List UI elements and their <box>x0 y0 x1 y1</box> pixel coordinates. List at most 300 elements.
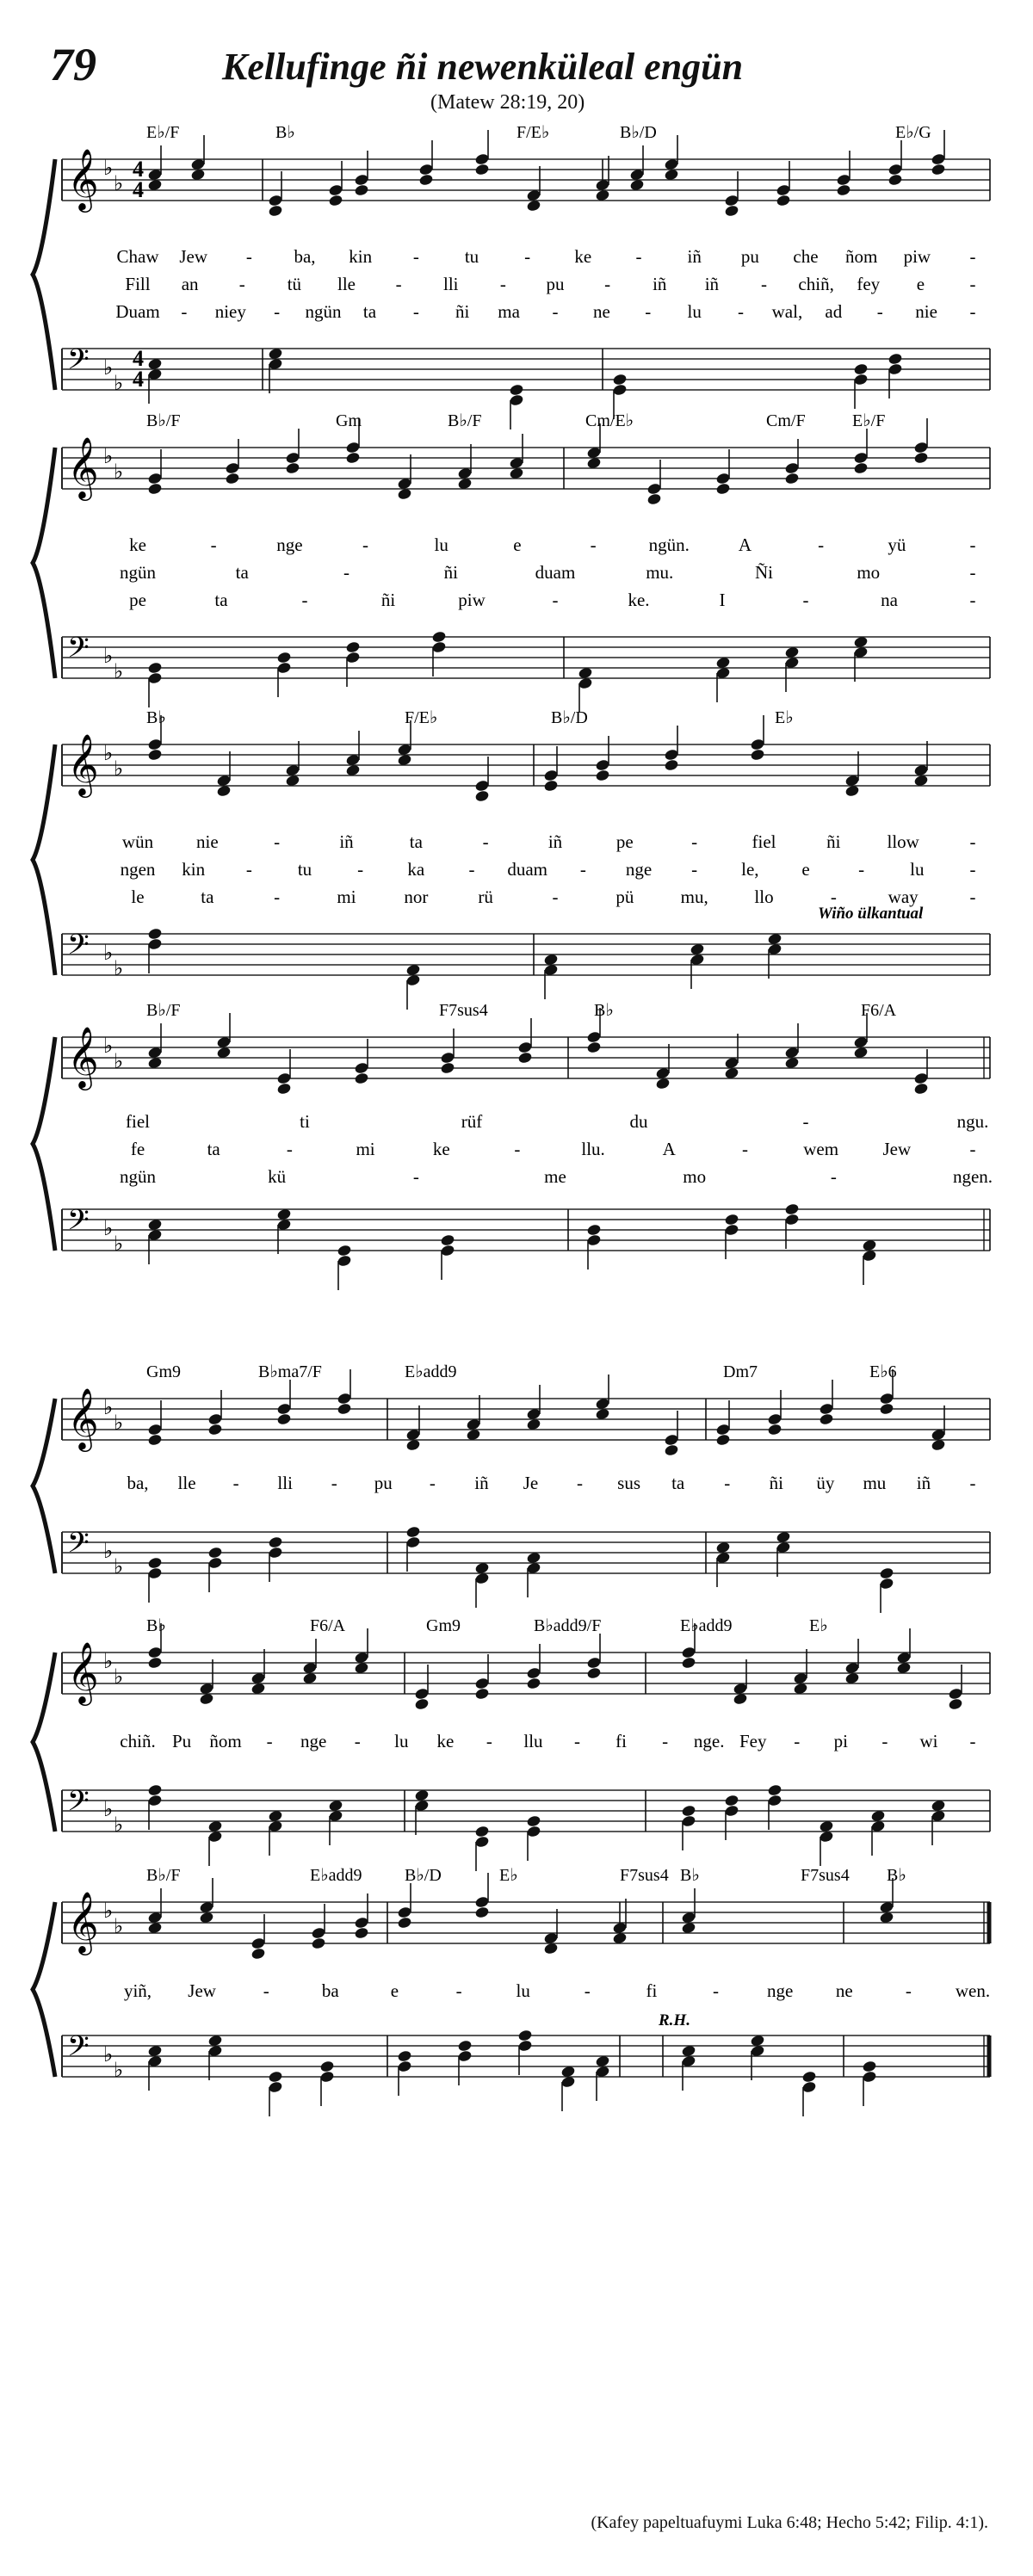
lyric-syllable: - <box>286 1139 293 1159</box>
lyric-syllable: yü <box>888 534 906 555</box>
note-head <box>913 451 929 464</box>
lyric-syllable: nie <box>196 831 219 852</box>
note-head <box>948 1697 963 1710</box>
lyric-syllable: chiñ. <box>120 1731 156 1751</box>
note-head <box>405 1525 421 1538</box>
note-head <box>440 1061 455 1074</box>
note-head <box>664 1443 679 1456</box>
note-head <box>724 1213 739 1226</box>
note-head <box>474 1825 490 1838</box>
chord-symbol: E♭add9 <box>680 1616 733 1635</box>
lyric-syllable: ba, <box>127 1473 149 1493</box>
brace-icon <box>33 1037 55 1251</box>
lyric-syllable: ta <box>201 886 214 907</box>
lyric-syllable: - <box>662 1731 669 1751</box>
lyric-syllable: ta <box>235 562 249 583</box>
lyric-syllable: - <box>412 246 419 267</box>
flat-icon: ♭ <box>114 1916 124 1938</box>
chord-symbol: F7sus4 <box>620 1866 669 1885</box>
flat-icon: ♭ <box>103 446 114 468</box>
scripture-reference: (Matew 28:19, 20) <box>430 91 585 114</box>
note-head <box>543 779 559 792</box>
flat-icon: ♭ <box>103 1900 114 1923</box>
lyric-syllable: ne <box>835 1980 853 2001</box>
lyric-syllable: ngu. <box>956 1111 989 1132</box>
lyric-syllable: lu <box>910 859 925 880</box>
note-head <box>397 1916 412 1929</box>
lyric-syllable: I <box>719 590 726 610</box>
chord-symbol: Gm9 <box>426 1616 461 1635</box>
lyric-syllable: - <box>969 301 976 322</box>
note-head <box>207 1546 223 1559</box>
lyric-syllable: nge <box>625 859 653 880</box>
note-head <box>276 1412 292 1425</box>
flat-icon: ♭ <box>114 1412 124 1435</box>
lyric-syllable: - <box>969 859 976 880</box>
note-head <box>251 1947 266 1960</box>
chord-symbol: B♭ <box>594 1001 614 1020</box>
note-head <box>414 1697 430 1710</box>
right-hand-marking: R.H. <box>659 2011 690 2029</box>
lyric-syllable: sus <box>617 1473 641 1493</box>
lyric-syllable: - <box>362 534 369 555</box>
lyric-syllable: ke. <box>628 590 650 610</box>
lyric-syllable: - <box>245 859 252 880</box>
note-head <box>276 1082 292 1095</box>
chord-symbol: B♭ma7/F <box>258 1362 322 1381</box>
lyric-syllable: ngen <box>120 859 156 880</box>
note-head <box>509 383 524 396</box>
flat-icon: ♭ <box>103 2044 114 2066</box>
lyric-syllable: pe <box>129 590 146 610</box>
lyric-syllable: le, <box>741 859 759 880</box>
chord-symbol: B♭/D <box>551 708 588 727</box>
chord-symbol: F6/A <box>310 1616 346 1635</box>
chord-symbol: B♭ <box>680 1866 700 1885</box>
lyric-syllable: fiel <box>752 831 776 852</box>
note-head <box>268 204 283 217</box>
lyric-syllable: - <box>455 1980 462 2001</box>
lyric-syllable: chiñ, <box>798 274 834 294</box>
lyric-syllable: - <box>969 274 976 294</box>
lyric-syllable: mu. <box>646 562 674 583</box>
lyric-syllable: e <box>801 859 810 880</box>
chord-symbol: E♭add9 <box>405 1362 457 1381</box>
note-head <box>418 173 434 186</box>
lyric-syllable: ta <box>362 301 377 322</box>
note-head <box>457 2039 473 2052</box>
flat-icon: ♭ <box>114 958 124 980</box>
treble-clef-icon: 𝄞 <box>67 439 99 497</box>
flat-icon: ♭ <box>103 743 114 765</box>
note-head <box>681 1656 696 1669</box>
chord-symbol: F7sus4 <box>801 1866 850 1885</box>
chord-symbol: F7sus4 <box>439 1001 488 1020</box>
note-head <box>337 1244 352 1257</box>
lyric-syllable: way <box>888 886 919 907</box>
lyric-syllable: lle <box>177 1473 196 1493</box>
chord-symbol: B♭/D <box>405 1866 442 1885</box>
note-head <box>276 651 292 664</box>
lyric-syllable: ta <box>214 590 228 610</box>
flat-icon: ♭ <box>114 1556 124 1578</box>
lyric-syllable: - <box>429 1473 436 1493</box>
note-head <box>354 183 369 196</box>
note-head <box>319 2060 335 2073</box>
flat-icon: ♭ <box>103 1541 114 1563</box>
lyric-syllable: ke <box>436 1731 455 1751</box>
hymn-number: 79 <box>50 39 96 90</box>
treble-clef-icon: 𝄞 <box>67 1893 99 1952</box>
lyric-syllable: - <box>245 246 252 267</box>
note-head <box>517 1051 533 1064</box>
lyric-syllable: pu <box>546 274 565 294</box>
chord-symbol: F6/A <box>861 1001 897 1020</box>
lyric-syllable: yiñ, <box>123 1980 152 2001</box>
section-direction: Wiño ülkantual <box>818 905 924 923</box>
chord-symbol: Gm <box>336 411 362 430</box>
lyric-syllable: ñi <box>826 831 841 852</box>
music-system <box>33 708 990 1010</box>
lyric-syllable: - <box>274 886 281 907</box>
note-head <box>147 1656 163 1669</box>
lyric-syllable: Fill <box>125 274 151 294</box>
note-head <box>767 1783 782 1796</box>
chord-symbol: B♭ <box>887 1866 906 1885</box>
lyric-syllable: ke <box>129 534 146 555</box>
note-head <box>913 1082 929 1095</box>
flat-icon: ♭ <box>103 158 114 180</box>
lyric-syllable: A <box>738 534 752 555</box>
lyric-syllable: ke <box>574 246 592 267</box>
note-head <box>888 173 903 186</box>
lyric-syllable: - <box>969 886 976 907</box>
lyric-syllable: wün <box>121 831 154 852</box>
lyric-syllable: Jew <box>179 246 208 267</box>
lyric-syllable: mi <box>337 886 356 907</box>
lyric-syllable: kin <box>182 859 206 880</box>
note-head <box>311 1937 326 1949</box>
lyric-syllable: - <box>969 534 976 555</box>
note-head <box>586 1223 602 1236</box>
lyric-syllable: - <box>905 1980 912 2001</box>
lyric-syllable: - <box>802 590 809 610</box>
lyric-syllable: - <box>552 590 559 610</box>
flat-icon: ♭ <box>114 2060 124 2082</box>
note-head <box>586 1666 602 1679</box>
note-head <box>147 927 163 940</box>
lyric-syllable: fe <box>130 1139 145 1159</box>
lyric-syllable: - <box>584 1980 591 2001</box>
lyric-syllable: piw <box>903 246 931 267</box>
bass-clef-icon: 𝄢 <box>67 632 90 670</box>
chord-symbol: E♭/G <box>895 123 931 142</box>
note-head <box>147 1556 163 1569</box>
flat-icon: ♭ <box>103 1397 114 1419</box>
note-head <box>595 769 610 781</box>
lyric-syllable: e <box>916 274 925 294</box>
lyric-syllable: iñ <box>704 274 720 294</box>
note-head <box>715 1433 731 1446</box>
lyric-syllable: - <box>395 274 402 294</box>
chord-symbol: E♭/F <box>146 123 180 142</box>
lyric-syllable: - <box>412 301 419 322</box>
bass-clef-icon: 𝄢 <box>67 343 90 382</box>
note-head <box>147 482 163 495</box>
lyric-syllable: ngün <box>120 562 156 583</box>
lyric-syllable: - <box>301 590 308 610</box>
note-head <box>767 1423 782 1436</box>
lyric-syllable: llow <box>887 831 919 852</box>
time-signature: 4 <box>133 157 144 182</box>
lyric-syllable: - <box>482 831 489 852</box>
lyric-syllable: ñi <box>769 1473 783 1493</box>
lyric-syllable: nge. <box>693 1731 725 1751</box>
lyric-syllable: üy <box>816 1473 835 1493</box>
note-head <box>715 482 731 495</box>
lyric-syllable: ba, <box>294 246 316 267</box>
lyric-syllable: - <box>468 859 475 880</box>
lyric-syllable: Chaw <box>116 246 159 267</box>
lyric-syllable: lu <box>516 1980 530 2001</box>
lyric-syllable: wem <box>803 1139 839 1159</box>
lyric-syllable: - <box>969 831 976 852</box>
lyric-syllable: ngün <box>120 1166 156 1187</box>
lyric-syllable: mu <box>863 1473 887 1493</box>
lyric-syllable: nie <box>915 301 937 322</box>
flat-icon: ♭ <box>103 357 114 380</box>
brace-icon <box>33 1652 55 1832</box>
brace-icon <box>33 1902 55 2077</box>
lyric-syllable: ad <box>825 301 843 322</box>
note-head <box>474 163 490 176</box>
lyric-syllable: tu <box>464 246 479 267</box>
footnote: (Kafey papeltuafuymi Luka 6:48; Hecho 5:42; Filip. 4:1). <box>591 2513 988 2532</box>
lyric-syllable: - <box>969 1473 976 1493</box>
lyric-syllable: lli <box>442 274 459 294</box>
lyric-syllable: an <box>181 274 199 294</box>
chord-symbol: B♭/D <box>620 123 657 142</box>
bass-clef-icon: 𝄢 <box>67 1204 90 1243</box>
chord-symbol: B♭ <box>146 708 166 727</box>
lyric-syllable: - <box>210 534 217 555</box>
lyric-syllable: fi <box>615 1731 627 1751</box>
lyric-syllable: ñom <box>844 246 878 267</box>
lyric-syllable: pu <box>374 1473 393 1493</box>
lyric-syllable: - <box>232 1473 239 1493</box>
lyric-syllable: - <box>574 1731 581 1751</box>
lyric-syllable: lu <box>434 534 448 555</box>
lyric-syllable: pe <box>615 831 634 852</box>
lyric-syllable: kü <box>268 1166 287 1187</box>
lyric-syllable: Pu <box>171 1731 192 1751</box>
treble-clef-icon: 𝄞 <box>67 736 99 794</box>
music-system <box>33 1001 993 1290</box>
music-system <box>33 123 990 429</box>
lyric-syllable: e <box>390 1980 399 2001</box>
bass-clef-icon: 𝄢 <box>67 1527 90 1566</box>
time-signature: 4 <box>133 367 144 392</box>
note-head <box>474 1906 490 1918</box>
note-head <box>646 492 662 505</box>
lyric-syllable: piw <box>458 590 486 610</box>
lyric-syllable: mo <box>857 562 881 583</box>
lyric-syllable: na <box>881 590 898 610</box>
lyric-syllable: - <box>552 301 559 322</box>
lyric-syllable: - <box>635 246 642 267</box>
lyric-syllable: lle <box>337 274 356 294</box>
lyric-syllable: - <box>552 886 559 907</box>
lyric-syllable: fi <box>646 1980 658 2001</box>
chord-symbol: E♭add9 <box>310 1866 362 1885</box>
lyric-syllable: - <box>274 301 281 322</box>
bass-clef-icon: 𝄢 <box>67 929 90 967</box>
lyric-syllable: nge <box>766 1980 794 2001</box>
lyric-syllable: iñ <box>339 831 354 852</box>
lyric-syllable: fiel <box>126 1111 150 1132</box>
note-head <box>801 2070 817 2083</box>
lyric-syllable: - <box>691 859 698 880</box>
chord-symbol: E♭ <box>499 1866 518 1885</box>
chord-symbol: E♭6 <box>869 1362 897 1381</box>
chord-symbol: E♭/F <box>852 411 886 430</box>
chord-symbol: B♭/F <box>146 1866 181 1885</box>
lyric-syllable: che <box>793 246 819 267</box>
flat-icon: ♭ <box>103 646 114 668</box>
lyric-syllable: - <box>830 886 837 907</box>
chord-symbol: E♭ <box>809 1616 828 1635</box>
lyric-syllable: - <box>969 246 976 267</box>
note-head <box>147 661 163 674</box>
note-head <box>337 1402 352 1415</box>
flat-icon: ♭ <box>114 173 124 195</box>
lyric-syllable: mo <box>683 1166 707 1187</box>
flat-icon: ♭ <box>114 1051 124 1073</box>
lyric-syllable: ma <box>498 301 520 322</box>
brace-icon <box>33 1399 55 1573</box>
note-head <box>879 1566 894 1579</box>
lyric-syllable: - <box>713 1980 720 2001</box>
lyric-syllable: - <box>830 1166 837 1187</box>
lyric-syllable: - <box>524 246 531 267</box>
treble-clef-icon: 𝄞 <box>67 151 99 209</box>
flat-icon: ♭ <box>114 461 124 484</box>
note-head <box>853 362 869 375</box>
lyric-syllable: - <box>604 274 611 294</box>
chord-symbol: B♭ <box>146 1616 166 1635</box>
lyric-syllable: - <box>794 1731 801 1751</box>
lyric-syllable: ñi <box>455 301 470 322</box>
note-head <box>819 1412 834 1425</box>
lyric-syllable: ngün <box>305 301 342 322</box>
chord-symbol: Cm/E♭ <box>585 411 634 430</box>
lyric-syllable: - <box>579 859 586 880</box>
note-head <box>440 1233 455 1246</box>
lyric-syllable: - <box>761 274 767 294</box>
note-head <box>225 472 240 485</box>
lyric-syllable: - <box>590 534 597 555</box>
chord-symbol: Gm9 <box>146 1362 181 1381</box>
lyric-syllable: Jew <box>188 1980 216 2001</box>
bass-clef-icon: 𝄢 <box>67 1785 90 1824</box>
note-head <box>474 789 490 802</box>
music-system <box>33 1866 990 2116</box>
note-head <box>526 1814 541 1827</box>
note-head <box>328 194 343 207</box>
lyric-syllable: - <box>645 301 652 322</box>
lyric-syllable: - <box>274 831 281 852</box>
lyric-syllable: mi <box>356 1139 375 1159</box>
lyric-syllable: - <box>818 534 825 555</box>
lyric-syllable: du <box>629 1111 648 1132</box>
flat-icon: ♭ <box>114 661 124 683</box>
lyric-syllable: niey <box>214 301 246 322</box>
brace-icon <box>33 448 55 678</box>
flat-icon: ♭ <box>114 1666 124 1689</box>
lyric-syllable: ta <box>671 1473 685 1493</box>
hymn-title: Kellufinge ñi newenküleal engün <box>222 46 744 88</box>
lyric-syllable: - <box>181 301 188 322</box>
lyric-syllable: ngün. <box>648 534 690 555</box>
chord-symbol: Cm/F <box>766 411 806 430</box>
lyric-syllable: - <box>691 831 698 852</box>
lyric-syllable: llo <box>754 886 774 907</box>
note-head <box>586 1041 602 1053</box>
flat-icon: ♭ <box>103 1218 114 1240</box>
lyric-syllable: duam <box>507 859 547 880</box>
lyric-syllable: le <box>131 886 145 907</box>
lyric-syllable: - <box>881 1731 888 1751</box>
note-head <box>354 1926 369 1939</box>
lyric-syllable: - <box>969 590 976 610</box>
lyric-syllable: duam <box>535 562 576 583</box>
treble-clef-icon: 𝄞 <box>67 1644 99 1702</box>
lyric-syllable: fey <box>857 274 881 294</box>
chord-symbol: B♭/F <box>146 1001 181 1020</box>
lyric-syllable: wen. <box>955 1980 991 2001</box>
chord-symbol: F/E♭ <box>405 708 438 727</box>
lyric-syllable: pü <box>615 886 634 907</box>
lyric-syllable: ka <box>407 859 425 880</box>
lyric-syllable: - <box>238 274 245 294</box>
lyric-syllable: ñi <box>443 562 458 583</box>
note-head <box>268 1535 283 1548</box>
lyric-syllable: mu, <box>680 886 708 907</box>
lyric-syllable: ñom <box>209 1731 242 1751</box>
lyric-syllable: Je <box>523 1473 539 1493</box>
note-head <box>836 183 851 196</box>
chord-symbol: E♭ <box>775 708 794 727</box>
note-head <box>147 1433 163 1446</box>
note-head <box>750 748 765 761</box>
note-head <box>354 1072 369 1084</box>
note-head <box>888 352 903 365</box>
note-head <box>147 1783 163 1796</box>
lyric-syllable: - <box>514 1139 521 1159</box>
lyric-syllable: ta <box>207 1139 220 1159</box>
lyric-syllable: ñi <box>380 590 396 610</box>
lyric-syllable: llu. <box>581 1139 605 1159</box>
flat-icon: ♭ <box>114 1233 124 1256</box>
flat-icon: ♭ <box>103 1799 114 1821</box>
flat-icon: ♭ <box>114 1814 124 1837</box>
lyric-syllable: nge <box>300 1731 327 1751</box>
treble-clef-icon: 𝄞 <box>67 1029 99 1087</box>
note-head <box>431 630 447 643</box>
lyric-syllable: - <box>331 1473 337 1493</box>
note-head <box>879 1402 894 1415</box>
lyric-syllable: ta <box>409 831 423 852</box>
